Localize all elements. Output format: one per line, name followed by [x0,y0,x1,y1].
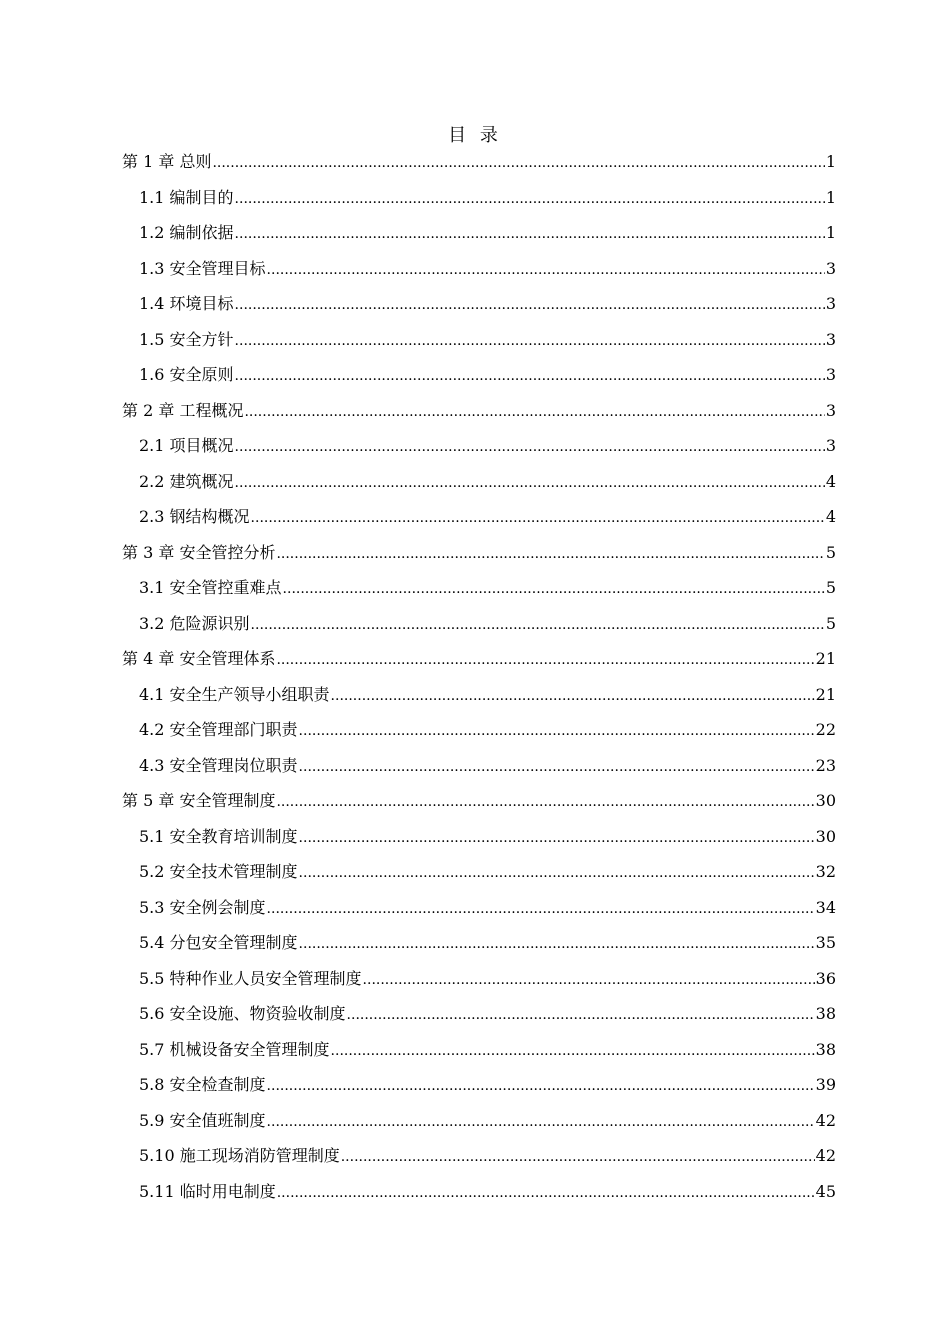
toc-section-entry[interactable] [122,748,836,784]
toc-dot-leader [212,146,824,182]
toc-page-number: 3 [825,294,836,313]
toc-section-entry[interactable] [122,570,836,606]
toc-entry-label: 5.10 施工现场消防管理制度 [139,1146,340,1165]
toc-section-entry[interactable] [122,606,836,642]
toc-section-entry[interactable] [122,1032,836,1068]
toc-dot-leader [341,1140,815,1176]
toc-page-number: 39 [815,1075,836,1094]
toc-dot-leader [299,821,815,857]
toc-page-number: 38 [815,1004,836,1023]
toc-entry-label: 第 2 章 工程概况 [122,400,244,420]
toc-section-entry[interactable] [122,428,836,464]
table-of-contents [122,144,836,1209]
toc-dot-leader [299,750,815,786]
toc-entry-label: 4.3 安全管理岗位职责 [139,755,298,775]
toc-section-entry[interactable] [122,677,836,713]
toc-entry-label: 4.2 安全管理部门职责 [139,720,298,739]
toc-entry-label: 5.7 机械设备安全管理制度 [139,1039,330,1059]
toc-entry-label: 2.2 建筑概况 [139,471,234,491]
toc-dot-leader [267,1105,815,1141]
toc-page-number: 35 [815,933,836,952]
toc-dot-leader [235,217,825,253]
toc-entry-label: 1.1 编制目的 [139,187,234,207]
toc-page-number: 3 [825,436,836,455]
toc-dot-leader [299,927,815,963]
toc-page-number: 34 [815,897,836,917]
toc-dot-leader [299,856,815,892]
toc-dot-leader [267,253,825,289]
toc-entry-label: 1.4 环境目标 [139,294,234,313]
toc-page-number: 21 [815,684,836,704]
toc-page-number: 3 [825,365,836,384]
toc-entry-label: 1.2 编制依据 [139,223,234,242]
toc-section-entry[interactable] [122,215,836,251]
toc-entry-label: 第 5 章 安全管理制度 [122,791,276,810]
toc-page-number: 1 [825,152,836,171]
toc-section-entry[interactable] [122,1103,836,1139]
toc-chapter-entry[interactable] [122,144,836,180]
toc-section-entry[interactable] [122,180,836,216]
toc-dot-leader [244,395,824,431]
toc-section-entry[interactable] [122,1174,836,1210]
toc-section-entry[interactable] [122,464,836,500]
page-title: 目 录 [448,125,502,146]
toc-section-entry[interactable] [122,286,836,322]
toc-page-number: 3 [825,400,836,420]
toc-dot-leader [251,501,825,537]
toc-entry-label: 5.8 安全检查制度 [139,1075,266,1094]
toc-section-entry[interactable] [122,1138,836,1174]
toc-section-entry[interactable] [122,925,836,961]
toc-page-number: 21 [815,649,836,668]
toc-dot-leader [235,324,825,360]
toc-chapter-entry[interactable] [122,783,836,819]
toc-dot-leader [235,359,825,395]
toc-entry-label: 1.3 安全管理目标 [139,258,266,278]
toc-section-entry[interactable] [122,1067,836,1103]
toc-dot-leader [363,963,815,999]
toc-dot-leader [347,998,815,1034]
toc-page-number: 1 [825,187,836,207]
toc-page-number: 23 [815,755,836,775]
toc-page-number: 22 [815,720,836,739]
toc-entry-label: 1.6 安全原则 [139,365,234,384]
toc-section-entry[interactable] [122,890,836,926]
toc-entry-label: 第 1 章 总则 [122,152,212,171]
toc-page-number: 3 [825,329,836,349]
toc-page-number: 42 [815,1146,836,1165]
toc-entry-label: 3.1 安全管控重难点 [139,578,282,597]
toc-page-number: 30 [815,791,836,810]
toc-dot-leader [283,572,825,608]
toc-dot-leader [235,182,825,218]
toc-entry-label: 第 4 章 安全管理体系 [122,649,276,668]
toc-section-entry[interactable] [122,854,836,890]
toc-entry-label: 5.5 特种作业人员安全管理制度 [139,968,362,988]
toc-entry-label: 1.5 安全方针 [139,329,234,349]
toc-dot-leader [277,1176,815,1212]
toc-entry-label: 3.2 危险源识别 [139,613,250,633]
toc-entry-label: 5.2 安全技术管理制度 [139,862,298,881]
toc-entry-label: 2.1 项目概况 [139,436,234,455]
toc-page-number: 45 [815,1181,836,1201]
toc-section-entry[interactable] [122,961,836,997]
toc-page-number: 5 [825,542,836,562]
toc-entry-label: 5.1 安全教育培训制度 [139,826,298,846]
toc-chapter-entry[interactable] [122,641,836,677]
toc-page-number: 5 [825,613,836,633]
toc-section-entry[interactable] [122,251,836,287]
toc-page-number: 30 [815,826,836,846]
toc-chapter-entry[interactable] [122,535,836,571]
toc-page-number: 32 [815,862,836,881]
toc-page-number: 1 [825,223,836,242]
toc-section-entry[interactable] [122,357,836,393]
toc-page-number: 36 [815,968,836,988]
toc-entry-label: 2.3 钢结构概况 [139,507,250,526]
toc-entry-label: 5.6 安全设施、物资验收制度 [139,1004,346,1023]
toc-chapter-entry[interactable] [122,393,836,429]
toc-page-number: 42 [815,1110,836,1130]
toc-entry-label: 5.11 临时用电制度 [139,1181,276,1201]
toc-dot-leader [251,608,825,644]
toc-dot-leader [267,1069,815,1105]
toc-page-number: 3 [825,258,836,278]
toc-dot-leader [331,1034,815,1070]
toc-dot-leader [276,537,824,573]
toc-dot-leader [299,714,815,750]
toc-section-entry[interactable] [122,499,836,535]
toc-page-number: 4 [825,507,836,526]
toc-dot-leader [235,466,825,502]
toc-dot-leader [276,643,814,679]
toc-section-entry[interactable] [122,712,836,748]
toc-section-entry[interactable] [122,322,836,358]
toc-dot-leader [276,785,814,821]
toc-page-number: 38 [815,1039,836,1059]
toc-dot-leader [235,288,825,324]
toc-entry-label: 5.9 安全值班制度 [139,1110,266,1130]
toc-dot-leader [267,892,815,928]
toc-entry-label: 5.4 分包安全管理制度 [139,933,298,952]
toc-page-number: 5 [825,578,836,597]
toc-entry-label: 4.1 安全生产领导小组职责 [139,684,330,704]
toc-page-number: 4 [825,471,836,491]
toc-section-entry[interactable] [122,819,836,855]
toc-dot-leader [235,430,825,466]
toc-dot-leader [331,679,815,715]
toc-section-entry[interactable] [122,996,836,1032]
toc-entry-label: 5.3 安全例会制度 [139,897,266,917]
toc-entry-label: 第 3 章 安全管控分析 [122,542,276,562]
